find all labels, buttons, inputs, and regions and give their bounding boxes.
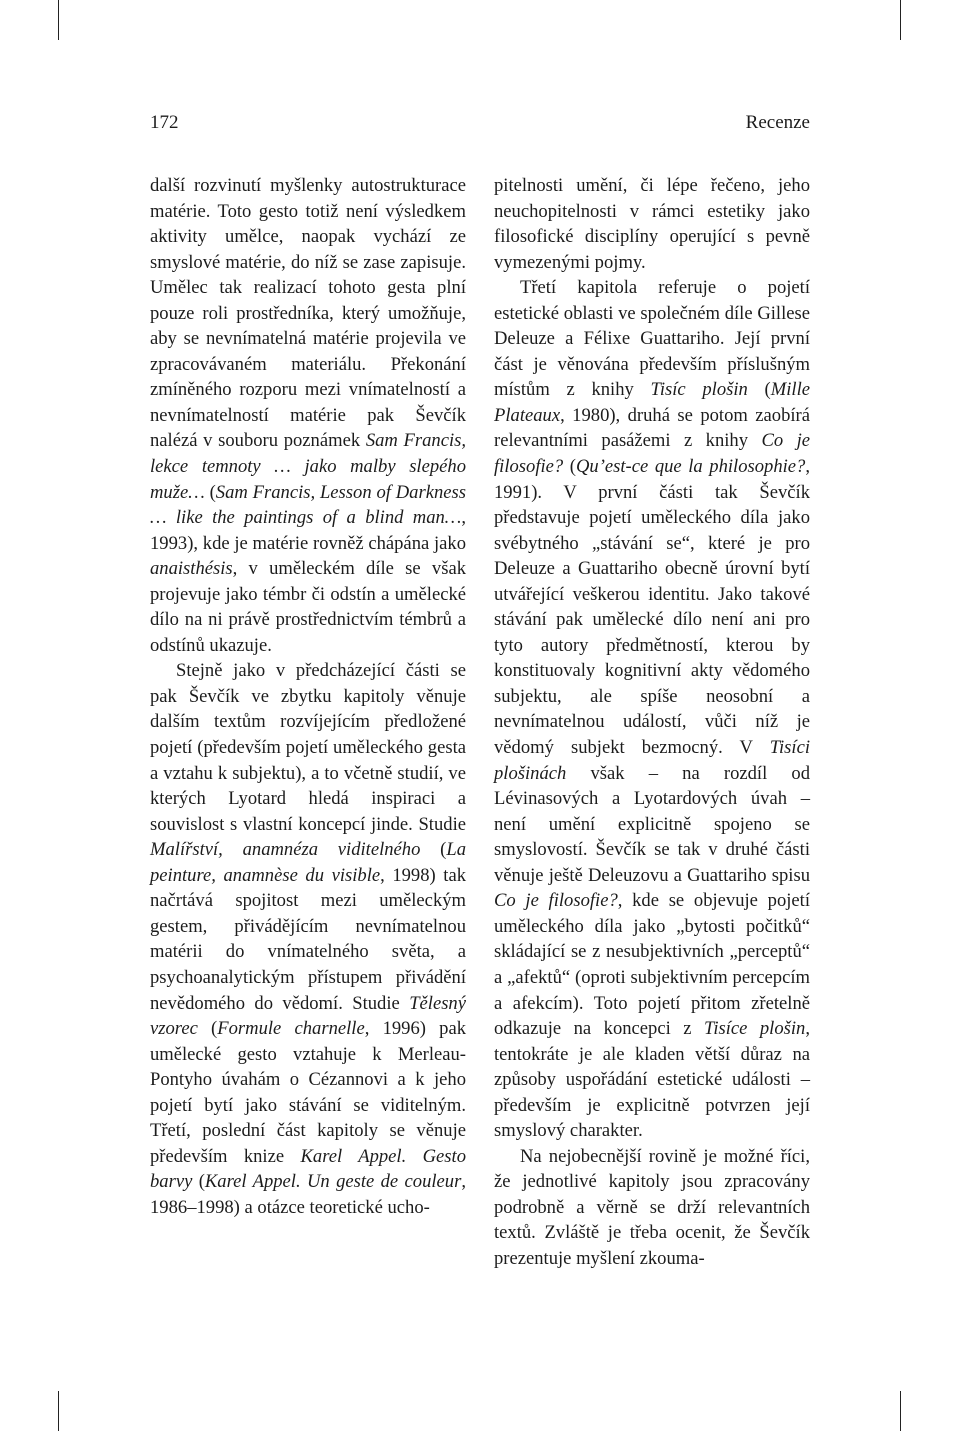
right-paragraph-1 [494,173,810,275]
page-header [150,112,810,140]
crop-mark-bottom-left [58,1391,59,1431]
text-run: ( [563,456,576,478]
text-run: , tentokráte je ale kladen větší důraz na způsoby uspořádání estetické události – především je explicitně potvrzen její smyslový charakter. [494,1018,810,1142]
text-run: , 1980), druhá se potom zaobírá relevantními pasážemi z knihy [494,404,810,452]
italic-title-run: Mille Plateaux [494,379,810,426]
right-column [494,173,810,1272]
page-number: 172 [150,112,179,133]
text-run: , 1998) tak načrtává spojitost mezi uměleckým gestem, přivádějícím nevnímatelnou matérii do vnímatelného světa, a psychoanalytickým přístupem přivádění nevědomého do vědomí. Studie [150,864,467,1014]
text-run: ( [204,481,216,503]
text-run: další rozvinutí myšlenky autostrukturace matérie. Toto gesto totiž není výsledkem aktivity umělce, naopak vychází ze smyslové matérie, do níž se zase zapisuje. Umělec tak realizací tohoto gesta plní pouze roli prostředníka, který umožňuje, aby se nevnímatelná matérie projevila ve zpracovávaném materiálu. Překonání zmíněného rozporu mezi vnímatelností a nevnímatelností matérie pak Ševčík nalézá v souboru poznámek [150,175,466,452]
crop-mark-top-left [58,0,59,40]
text-run: ( [197,1018,218,1040]
text-run: , 1991). V první části tak Ševčík představuje pojetí uměleckého díla jako svébytného „stávání se“, které je pro Deleuze a Guattariho obecně úrovní bytí utvářející veškerou identitu. Jako takové stávání pak umělecké dílo není ani pro tyto autory předmětností, kterou by konstituovaly kognitivní akty vědomého subjektu, ale spíše neosobní a nevnímatelnou událostí, vůči níž je vědomý subjekt bezmocný. V [494,456,810,759]
italic-title-run: Malířství, anamnéza viditelného [150,839,421,861]
left-paragraph-2 [150,658,466,1220]
italic-title-run: anaisthésis [150,558,233,580]
italic-title-run: Karel Appel. Gesto barvy [150,1145,466,1193]
text-run: , 1986–1998) a otázce teoretické ucho- [150,1171,466,1218]
text-run: ( [747,379,771,401]
italic-title-run: Co je filosofie? [494,890,618,912]
text-run: , 1996) pak umělecké gesto vztahuje k Merleau-Pontyho úvahám o Cézannovi a k jeho pojetí bytí jako stávání se viditelným. Třetí, poslední část kapitoly se věnuje především knize [150,1018,467,1167]
italic-title-run: Tisíce plošin [704,1018,806,1040]
text-run: , v uměleckém díle se však projevuje jako témbr či odstín a umělecké dílo na ni právě prostřednictvím témbrů a odstínů ukazuje. [150,558,466,656]
text-run: , kde se objevuje pojetí uměleckého díla jako „bytosti počitků“ skládající se z nesubjektivních „perceptů“ a „afektů“ (oproti subjektivním percepcím a afekcím). Toto pojetí přitom zřetelně odkazuje na koncepci z [494,890,810,1040]
left-paragraph-1 [150,173,466,658]
italic-title-run: Sam Francis, lekce temnoty … jako malby slepého muže… [150,430,467,503]
italic-title-run: Karel Appel. Un geste de couleur [204,1171,462,1193]
italic-title-run: Tisíc plošin [650,379,748,401]
text-run: Na nejobecnější rovině je možné říci, že jednotlivé kapitoly jsou zpracovány podrobně a věrně se drží relevantních textů. Zvláště je třeba ocenit, že Ševčík prezentuje myšlení zkouma- [494,1145,810,1269]
right-paragraph-3 [494,1144,810,1272]
italic-title-run: Sam Francis, Lesson of Darkness … like the paintings of a blind man… [150,481,466,529]
text-run: Stejně jako v předcházející části se pak Ševčík ve zbytku kapitoly věnuje dalším textům rozvíjejícím předložené pojetí (především pojetí uměleckého gesta a vztahu k subjektu), a to včetně studií, ve kterých Lyotard hledá inspiraci a souvislost s vlastní koncepcí jinde. Studie [150,660,466,835]
crop-mark-top-right [900,0,901,40]
italic-title-run: Co je filosofie? [494,430,810,478]
text-run: ( [420,839,447,861]
running-head: Recenze [745,112,810,133]
crop-mark-bottom-right [900,1391,901,1431]
right-paragraph-2 [494,275,810,1144]
italic-title-run: Formule charnelle [217,1018,365,1040]
italic-title-run: Qu’est-ce que la philosophie? [575,456,806,478]
italic-title-run: Tisíci plošinách [494,737,810,784]
text-run: ( [192,1171,205,1193]
text-run: , 1993), kde je matérie rovněž chápána jako [150,507,466,554]
text-run: pitelnosti umění, či lépe řečeno, jeho neuchopitelnosti v rámci estetiky jako filosofické disciplíny operující s pevně vymezenými pojmy. [494,175,810,273]
text-run: však – na rozdíl od Lévinasových a Lyotardových úvah – není umění explicitně spojeno se smyslovostí. Ševčík se tak v druhé části věnuje ještě Deleuzovu a Guattariho spisu [494,762,810,886]
left-column [150,173,466,1220]
text-run: Třetí kapitola referuje o pojetí estetické oblasti ve společném díle Gillese Deleuze a Félixe Guattariho. Její první část je věnována především příslušným místům z knihy [494,277,810,401]
italic-title-run: La peinture, anamnèse du visible [150,839,466,886]
italic-title-run: Tělesný vzorec [150,992,466,1040]
